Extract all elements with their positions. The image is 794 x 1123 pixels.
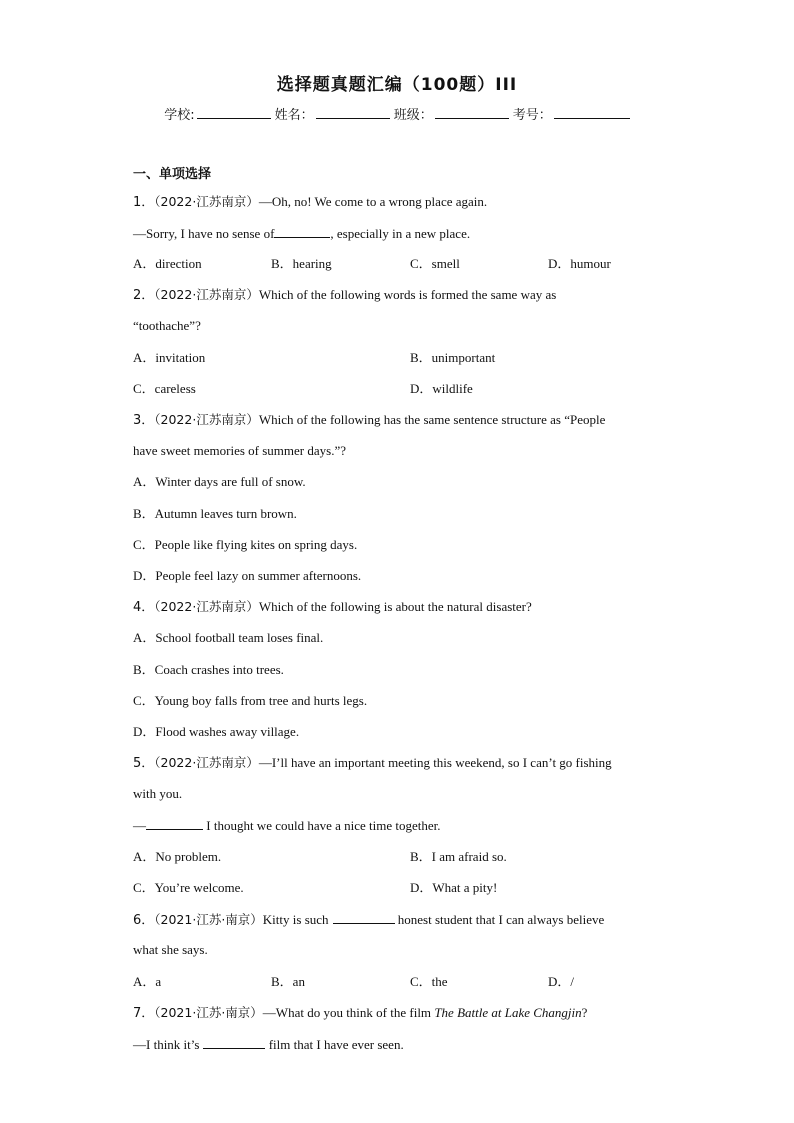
student-info-row <box>0 104 794 123</box>
page-title: 选择题真题汇编（100题）III <box>276 75 518 95</box>
option-a[interactable]: A．a <box>133 974 162 989</box>
question-number: 4． <box>133 600 155 615</box>
question-text: —I think it’s <box>133 1037 200 1052</box>
question-text: —What do you think of the film <box>262 1005 435 1020</box>
question-text: Which of the following words is formed the same way as <box>258 287 557 302</box>
question-text: honest student that I can always believe <box>394 912 605 927</box>
answer-blank <box>333 911 395 924</box>
option-c[interactable]: C．the <box>410 974 448 989</box>
question-text: what she says. <box>133 942 208 957</box>
question-4-stem <box>133 599 532 616</box>
option-a[interactable]: A．Winter days are full of snow. <box>133 474 306 489</box>
question-6-stem <box>133 911 604 929</box>
school-blank[interactable] <box>197 105 271 119</box>
option-d[interactable]: D．What a pity! <box>410 880 498 895</box>
section-heading: 一、单项选择 <box>133 167 212 182</box>
question-number: 6． <box>133 913 155 928</box>
option-d[interactable]: D．Flood washes away village. <box>133 724 300 739</box>
question-text: film that I have ever seen. <box>265 1037 404 1052</box>
question-source: （2021·江苏·南京） <box>154 912 263 927</box>
option-b[interactable]: B．an <box>271 974 305 989</box>
exam-number-blank[interactable] <box>554 105 630 119</box>
name-label: 姓名： <box>274 108 314 123</box>
question-text: Kitty is such <box>262 912 329 927</box>
question-text: —Sorry, I have no sense of <box>133 226 275 241</box>
question-number: 5． <box>133 756 155 771</box>
question-text: Which of the following has the same sentence structure as “People <box>258 412 606 427</box>
question-text: have sweet memories of summer days.”? <box>133 443 346 458</box>
school-label: 学校: <box>164 108 195 123</box>
question-number: 1． <box>133 195 155 210</box>
question-text: with you. <box>133 786 183 801</box>
option-a[interactable]: A．No problem. <box>133 849 222 864</box>
option-a[interactable]: A．invitation <box>133 350 206 365</box>
question-source: （2022·江苏南京） <box>154 287 259 302</box>
question-5-line-3 <box>133 817 441 834</box>
option-d[interactable]: D．wildlife <box>410 381 473 396</box>
option-b[interactable]: B．Autumn leaves turn brown. <box>133 506 297 521</box>
class-blank[interactable] <box>435 105 509 119</box>
class-label: 班级： <box>393 108 433 123</box>
question-number: 3． <box>133 413 155 428</box>
option-b[interactable]: B．I am afraid so. <box>410 849 507 864</box>
question-text: — <box>133 818 146 833</box>
question-5-stem <box>133 755 612 772</box>
question-text: , especially in a new place. <box>330 226 471 241</box>
option-d[interactable]: D．People feel lazy on summer afternoons. <box>133 568 362 583</box>
question-text: —I’ll have an important meeting this weekend, so I can’t go fishing <box>258 755 612 770</box>
option-b[interactable]: B．unimportant <box>410 350 496 365</box>
question-text: —Oh, no! We come to a wrong place again. <box>258 194 488 209</box>
option-d[interactable]: D．humour <box>548 256 611 271</box>
question-source: （2021·江苏·南京） <box>154 1005 263 1020</box>
option-c[interactable]: C．careless <box>133 381 196 396</box>
option-b[interactable]: B．Coach crashes into trees. <box>133 662 284 677</box>
question-text: I thought we could have a nice time together. <box>203 818 441 833</box>
question-1-line-2 <box>133 225 470 242</box>
option-c[interactable]: C．You’re welcome. <box>133 880 244 895</box>
option-b[interactable]: B．hearing <box>271 256 332 271</box>
question-source: （2022·江苏南京） <box>154 194 259 209</box>
question-text: ? <box>581 1005 588 1020</box>
question-source: （2022·江苏南京） <box>154 412 259 427</box>
option-c[interactable]: C．Young boy falls from tree and hurts legs. <box>133 693 368 708</box>
answer-blank <box>146 817 203 830</box>
option-a[interactable]: A．School football team loses final. <box>133 630 324 645</box>
answer-blank <box>274 225 330 238</box>
option-a[interactable]: A．direction <box>133 256 202 271</box>
question-text: Which of the following is about the natural disaster? <box>258 599 532 614</box>
answer-blank <box>203 1036 265 1049</box>
question-text: “toothache”? <box>133 318 201 333</box>
option-d[interactable]: D．/ <box>548 974 575 989</box>
question-1-stem <box>133 194 487 211</box>
name-blank[interactable] <box>316 105 390 119</box>
question-2-stem <box>133 287 556 304</box>
option-c[interactable]: C．smell <box>410 256 460 271</box>
question-source: （2022·江苏南京） <box>154 755 259 770</box>
question-3-stem <box>133 412 605 429</box>
question-number: 2． <box>133 288 155 303</box>
question-number: 7． <box>133 1006 155 1021</box>
exam-number-label: 考号： <box>512 108 552 123</box>
option-c[interactable]: C．People like flying kites on spring days. <box>133 537 358 552</box>
question-source: （2022·江苏南京） <box>154 599 259 614</box>
question-7-line-2 <box>133 1036 404 1053</box>
film-title: The Battle at Lake Changjin <box>434 1005 582 1020</box>
question-7-stem <box>133 1005 587 1022</box>
